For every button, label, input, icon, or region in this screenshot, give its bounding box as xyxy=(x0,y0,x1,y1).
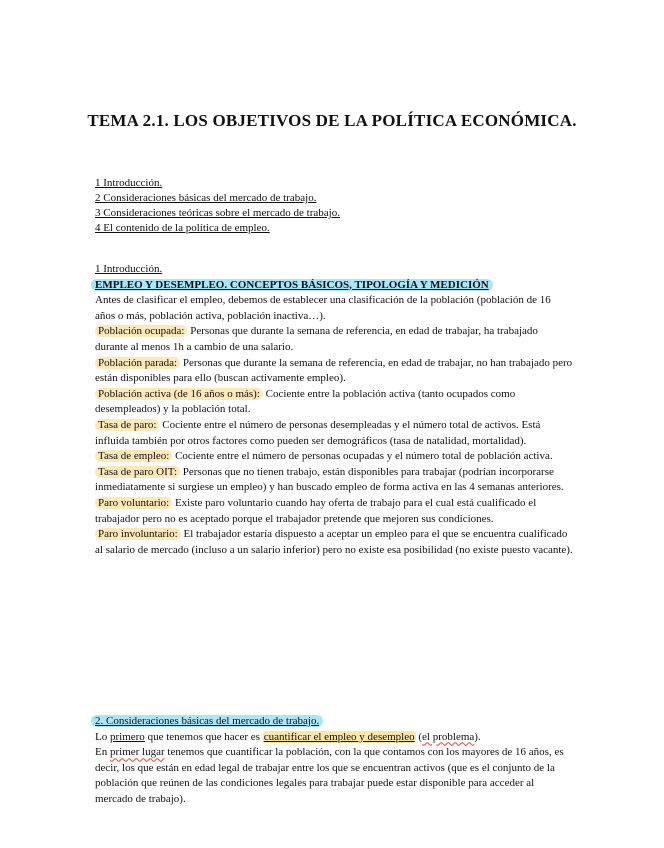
text-run-squiggle: el problema xyxy=(422,730,475,743)
toc-item[interactable]: 2 Consideraciones básicas del mercado de trabajo. xyxy=(95,192,317,204)
toc-item[interactable]: 3 Consideraciones teóricas sobre el mercado de trabajo. xyxy=(95,207,340,219)
definition-text: Cociente entre la población activa (tanto ocupados como desempleados) y la población total. xyxy=(95,387,516,416)
definition-term: Población activa (de 16 años o más): xyxy=(95,388,263,400)
toc-item[interactable]: 1 Introducción. xyxy=(95,177,163,189)
text-run: que tenemos que hacer es xyxy=(144,730,263,743)
definition-paragraph xyxy=(95,356,573,387)
text-run-highlighted: cuantificar el empleo y desempleo xyxy=(263,730,415,743)
document-title: TEMA 2.1. LOS OBJETIVOS DE LA POLÍTICA ECONÓMICA. xyxy=(87,111,577,130)
section-2-paragraph-1 xyxy=(95,730,573,746)
section-1-heading: EMPLEO Y DESEMPLEO. CONCEPTOS BÁSICOS, TIPOLOGÍA Y MEDICIÓN xyxy=(91,279,493,291)
text-run: En xyxy=(95,746,110,759)
definition-term: Paro voluntario: xyxy=(95,497,172,509)
definition-text: Cociente entre el número de personas ocupadas y el número total de población activa. xyxy=(172,450,553,463)
definition-term: Tasa de paro: xyxy=(95,419,159,431)
text-run-squiggle: primer lugar xyxy=(109,746,165,759)
definition-term: Tasa de paro OIT: xyxy=(95,466,180,478)
table-of-contents xyxy=(95,176,340,236)
definition-text: Cociente entre el número de personas desempleadas y el número total de activos. Está influida también por otros factores como pueden ser demográficos (tasa de natalidad, mortalidad). xyxy=(95,418,541,447)
definition-text: Personas que no tienen trabajo, están disponibles para trabajar (podrían incorporarse inmediatamente si surgiese un empleo) y han buscado empleo de forma activa en las 4 semanas anteriores. xyxy=(95,465,564,494)
definition-term: Tasa de empleo: xyxy=(95,450,172,462)
definition-paragraph xyxy=(95,387,573,418)
definition-paragraph xyxy=(95,449,573,465)
text-run: ( xyxy=(415,730,423,743)
text-run: tenemos que cuantificar la población, con la que contamos con los mayores de 16 años, es decir, los que están en edad legal de trabajar entre los que se encuentran activos (que es el conjunto de la población que reúnen de las condiciones legales para trabajar puede estar disponible para acceder al mercado de trabajo). xyxy=(95,746,564,805)
definition-term: Población ocupada: xyxy=(95,325,187,337)
section-1-intro: Antes de clasificar el empleo, debemos de establecer una clasificación de la población (población de 16 años o más, población activa, población inactiva…). xyxy=(95,294,551,322)
section-2 xyxy=(95,714,573,808)
definition-paragraph xyxy=(95,527,573,558)
definition-paragraph xyxy=(95,324,573,355)
definition-text: Existe paro voluntario cuando hay oferta de trabajo para el cual está cualificado el trabajador pero no es aceptado porque el trabajador pretende que mejoren sus condiciones. xyxy=(95,496,537,525)
text-run: ). xyxy=(474,730,481,743)
text-run: Lo xyxy=(95,730,110,743)
definition-text: Personas que durante la semana de referencia, en edad de trabajar, no han trabajado pero están disponibles para ello (buscan activamente empleo). xyxy=(95,356,573,385)
definition-term: Población parada: xyxy=(95,357,180,369)
section-1-label: 1 Introducción. xyxy=(95,263,163,275)
definition-text: El trabajador estaría dispuesto a aceptar un empleo para el que se encuentra cualificado al salario de mercado (incluso a un salario inferior) pero no existe esa posibilidad (no existe puesto vacante). xyxy=(95,528,573,556)
section-2-heading: 2. Consideraciones básicas del mercado de trabajo. xyxy=(91,715,323,727)
text-run-underlined: primero xyxy=(109,730,145,743)
definition-term: Paro involuntario: xyxy=(95,528,181,540)
section-2-paragraph-2 xyxy=(95,745,573,807)
definition-paragraph xyxy=(95,496,573,527)
definition-paragraph xyxy=(95,418,573,449)
definition-paragraph xyxy=(95,465,573,496)
definition-text: Personas que durante la semana de referencia, en edad de trabajar, ha trabajado durante al menos 1h a cambio de una salario. xyxy=(95,325,538,353)
toc-item[interactable]: 4 El contenido de la política de empleo. xyxy=(95,222,270,234)
section-1 xyxy=(95,262,573,558)
